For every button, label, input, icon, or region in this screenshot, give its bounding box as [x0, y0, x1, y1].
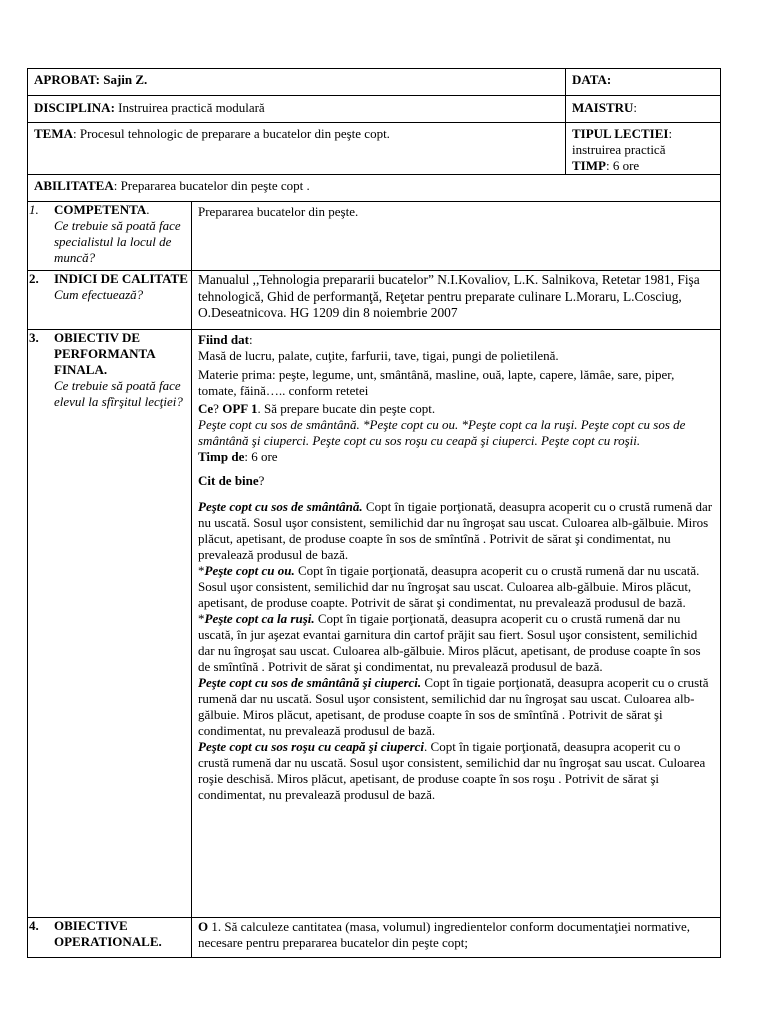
criteria-item-text: Copt în tigaie porţionată, deasupra acoperit cu o crustă rumenă dar nu uscată, în jur aşezat evantai garnitura din cartof prăjit sau fiert. Sosul uşor consistent, semilichid dar nu îngroşat sau uscat. Culoarea alb-gălbuie. Miros plăcut, apetisant, de produse coapte în sos de smîntînă . Potrivit de sărat şi condimentat, nu prevalează produsul de bază.: [198, 611, 701, 674]
competence-title: COMPETENTA: [54, 202, 147, 217]
criteria-item: *Peşte copt ca la ruşi. Copt în tigaie porţionată, deasupra acoperit cu o crustă rumenă dar nu uscată, în jur aşezat evantai garnitura din cartof prăjit sau fiert. Sosul uşor consistent, semilichid dar nu îngroşat sau uscat. Culoarea alb-gălbuie. Miros plăcut, apetisant, de produse coapte în sos de smîntînă . Potrivit de sărat şi condimentat, nu prevalează produsul de bază.: [198, 611, 701, 674]
ability-row: [28, 175, 721, 202]
section-quality-indices: [28, 271, 721, 330]
approved-by-label: APROBAT: Sajin Z.: [34, 72, 148, 87]
opf-label: OPF 1: [222, 401, 258, 416]
criteria-item-text: . Copt în tigaie porţionată, deasupra acoperit cu o crustă rumenă dar nu uscată. Sosul uşor consistent, semilichid dar nu îngroşat sau uscat. Culoarea roşie deschisă. Miros plăcut, apetisant, de produse coapte în sos roşu . Potrivit de sărat şi condimentat, nu prevalează produsul de bază.: [198, 739, 706, 802]
criteria-item-title: Peşte copt cu sos roşu cu ceapă şi ciuperci: [198, 739, 425, 754]
criteria-item-text: Copt în tigaie porţionată, deasupra acoperit cu o crustă rumenă dar nu uscată. Sosul uşor consistent, semilichid dar nu îngroşat sau uscat. Culoarea alb-gălbuie. Miros plăcut, apetisant, de produse coapte în sos de smîntînă . Potrivit de sărat şi condimentat, nu prevalează produsul de bază.: [198, 499, 713, 562]
section-competence: [28, 202, 721, 271]
operational-number: 4.: [29, 918, 39, 933]
criteria-item-text: Copt în tigaie porţionată, deasupra acoperit cu o crustă rumenă dar nu uscată. Sosul uşor consistent, semilichid dar nu îngroşat sau uscat. Culoarea alb-gălbuie. Miros plăcut, apetisant, de produse coapte în sos de smîntînă . Potrivit de sărat şi condimentat, nu prevalează produsul de bază.: [198, 675, 709, 738]
ability-value: : Prepararea bucatelor din peşte copt .: [113, 178, 310, 193]
time-value: : 6 ore: [244, 449, 278, 464]
competence-label-cell: [28, 202, 192, 271]
performance-question: Ce trebuie să poată face elevul la sfîrşitul lecţiei?: [54, 378, 183, 409]
discipline-label: DISCIPLINA:: [34, 100, 115, 115]
section-operational-objectives: [28, 918, 721, 958]
section-final-performance: [28, 330, 721, 918]
criteria-item-title: Peşte copt ca la ruşi.: [204, 611, 315, 626]
how-well-question-mark: ?: [258, 473, 265, 488]
approved-by-cell: [28, 69, 566, 96]
quality-title: INDICI DE CALITATE: [54, 271, 188, 286]
discipline-row: [28, 96, 721, 123]
duration-label: TIMP: [572, 158, 606, 173]
quality-content-cell: [192, 271, 721, 330]
competence-content: Prepararea bucatelor din peşte.: [198, 204, 359, 219]
performance-content-cell: [192, 330, 721, 918]
competence-question: Ce trebuie să poată face specialistul la locul de muncă?: [54, 218, 181, 265]
approval-row: [28, 69, 721, 96]
criteria-item: [198, 499, 714, 563]
competence-number: 1.: [29, 202, 39, 217]
master-colon: :: [633, 100, 638, 115]
lesson-plan-table: [27, 68, 721, 958]
performance-label-cell: [28, 330, 192, 918]
dish-list: Peşte copt cu sos de smântână. *Peşte copt cu ou. *Peşte copt ca la ruşi. Peşte copt cu sos de smântână şi ciuperci. Peşte copt cu sos roşu cu ceapă şi ciuperci. Peşte copt cu roşii.: [198, 417, 686, 448]
quality-question: Cum efectuează?: [54, 287, 144, 302]
quality-content: Manualul ,,Tehnologia prepararii bucatelor” N.I.Kovaliov, L.K. Salnikova, Retetar 1981, Fişa tehnologică, Ghid de performanţă, Reţetar pentru preparate culinare L.Moraru, L.Cosciug, O.Deseatnicova. HG 1209 din 8 noiembrie 2007: [198, 272, 700, 320]
discipline-cell: [28, 96, 566, 123]
what-question-mark: ?: [213, 401, 223, 416]
how-well-label: Cit de bine: [198, 473, 259, 488]
topic-cell: [28, 123, 566, 175]
date-cell: [566, 69, 721, 96]
given-label: Fiind dat: [198, 332, 249, 347]
master-cell: [566, 96, 721, 123]
lesson-type-colon: :: [668, 126, 673, 141]
duration-value: : 6 ore: [605, 158, 640, 173]
lesson-plan-document: [27, 68, 720, 958]
equipment-line: Masă de lucru, palate, cuţite, farfurii, tave, tigai, pungi de polietilenă.: [198, 348, 559, 363]
lesson-type-label: TIPUL LECTIEI: [572, 126, 669, 141]
topic-row: [28, 123, 721, 175]
criteria-item: *Peşte copt cu ou. Copt în tigaie porţionată, deasupra acoperit cu o crustă rumenă dar nu uscată. Sosul uşor consistent, semilichid dar nu îngroşat sau uscat. Culoarea alb-gălbuie. Miros plăcut, apetisant, de produse coapte. Potrivit de sărat şi condimentat, nu prevalează produsul de bază.: [198, 563, 700, 610]
criteria-item: [198, 675, 714, 739]
performance-title: OBIECTIV DE PERFORMANTA FINALA.: [54, 330, 155, 377]
what-label: Ce: [198, 401, 214, 416]
given-colon: :: [248, 332, 253, 347]
topic-label: TEMA: [34, 126, 73, 141]
competence-content-cell: [192, 202, 721, 271]
criteria-item-title: Peşte copt cu sos de smântână.: [198, 499, 363, 514]
criteria-item-title: Peşte copt cu ou.: [204, 563, 295, 578]
lesson-type-value: instruirea practică: [572, 142, 666, 157]
opf-value: . Să prepare bucate din peşte copt.: [257, 401, 436, 416]
ability-label: ABILITATEA: [34, 178, 114, 193]
criteria-item-title: Peşte copt cu sos de smântână şi ciuperci.: [198, 675, 422, 690]
operational-content-cell: [192, 918, 721, 958]
criteria-item-text: Copt în tigaie porţionată, deasupra acoperit cu o crustă rumenă dar nu uscată. Sosul uşor consistent, semilichid dar nu îngroşat sau uscat. Culoarea alb-gălbuie. Miros plăcut, apetisant, de produse coapte. Potrivit de sărat şi condimentat, nu prevalează produsul de bază.: [198, 563, 700, 610]
objective-o-label: O: [198, 919, 209, 934]
competence-title-suffix: .: [146, 202, 150, 217]
objective-o-text: 1. Să calculeze cantitatea (masa, volumul) ingredientelor conform documentaţiei normative, necesare pentru prepararea bucatelor din peşte copt;: [198, 919, 691, 950]
raw-materials-line: Materie prima: peşte, legume, unt, smântână, masline, ouă, lapte, capere, lămâe, sare, piper, tomate, făină….. conform retetei: [198, 367, 675, 398]
lesson-type-cell: [566, 123, 721, 175]
topic-value: : Procesul tehnologic de preparare a bucatelor din peşte copt.: [73, 126, 390, 141]
operational-label-cell: [28, 918, 192, 958]
operational-title: OBIECTIVE OPERATIONALE.: [54, 918, 162, 949]
quality-number: 2.: [29, 271, 39, 286]
discipline-value: Instruirea practică modulară: [114, 100, 265, 115]
performance-number: 3.: [29, 330, 39, 345]
master-label: MAISTRU: [572, 100, 634, 115]
quality-label-cell: [28, 271, 192, 330]
time-label: Timp de: [198, 449, 245, 464]
ability-cell: [28, 175, 721, 202]
date-label: DATA:: [572, 72, 612, 87]
criteria-item: [198, 739, 714, 803]
